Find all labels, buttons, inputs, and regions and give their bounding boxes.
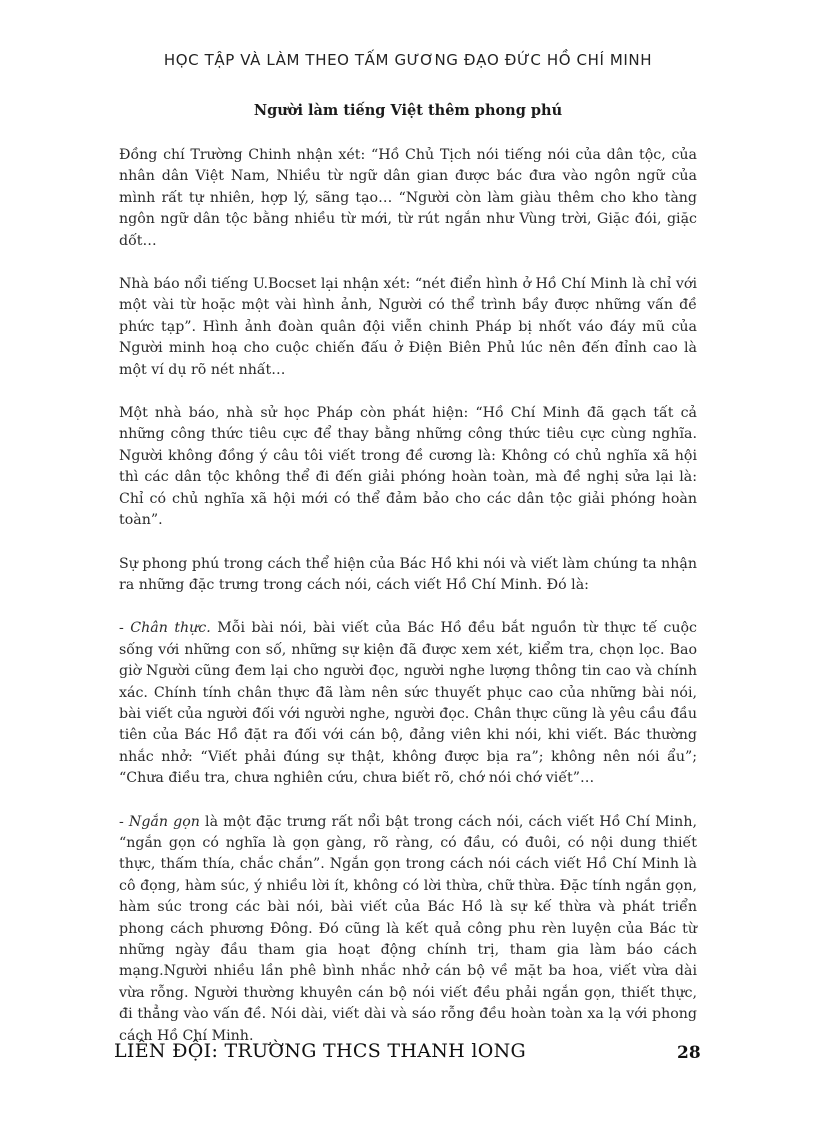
paragraph-chan-thuc (119, 618, 697, 789)
list-dash: - (119, 620, 131, 637)
term-ngan-gon: Ngắn gọn (128, 813, 200, 830)
paragraph-french-historian: Một nhà báo, nhà sử học Pháp còn phát hiện: “Hồ Chí Minh đã gạch tất cả những công thức tiêu cực để thay bằng những công thức tiêu cực cùng nghĩa. Người không đồng ý câu tôi viết trong đề cương là: Không có chủ nghĩa xã hội thì các dân tộc không thể đi đến giải phóng hoàn toàn, mà đề nghị sửa lại là: Chỉ có chủ nghĩa xã hội mới có thể đảm bảo cho các dân tộc giải phóng hoàn toàn”. (119, 405, 697, 529)
page-number: 28 (677, 1043, 701, 1063)
running-header: HỌC TẬP VÀ LÀM THEO TẤM GƯƠNG ĐẠO ĐỨC HỒ CHÍ MINH (163, 51, 653, 69)
paragraph-ngan-gon-text: là một đặc trưng rất nổi bật trong cách nói, cách viết Hồ Chí Minh, “ngắn gọn có nghĩa là gọn gàng, rõ ràng, có đầu, có đuôi, có nội dung thiết thực, thấm thía, chắc chắn”. Ngắn gọn trong cách nói cách viết Hồ Chí Minh là cô đọng, hàm súc, ý nhiều lời ít, không có lời thừa, chữ thừa. Đặc tính ngắn gọn, hàm súc trong các bài nói, bài viết của Bác Hồ là sự kế thừa và phát triển phong cách phương Đông. Đó cũng là kết quả công phu rèn luyện của Bác từ những ngày đầu tham gia hoạt động chính trị, tham gia làm báo cách mạng.Người nhiều lần phê bình nhắc nhở cán bộ về mặt ba hoa, viết vừa dài vừa rỗng. Người thường khuyên cán bộ nói viết đều phải ngắn gọn, thiết thực, đi thẳng vào vấn đề. Nói dài, viết dài và sáo rỗng đều hoàn toàn xa lạ với phong cách Hồ Chí Minh. (119, 813, 697, 1044)
term-chan-thuc: Chân thực. (130, 620, 211, 637)
article-body (119, 145, 697, 1069)
footer-school-name: LIÊN ĐỘI: TRƯỜNG THCS THANH lONG (114, 1040, 527, 1062)
paragraph-bocset: Nhà báo nổi tiếng U.Bocset lại nhận xét: “nét điển hình ở Hồ Chí Minh là chỉ với một vài từ hoặc một vài hình ảnh, Người có thể trình bầy được những vấn đề phức tạp”. Hình ảnh đoàn quân đội viễn chinh Pháp bị nhốt váo đáy mũ của Người minh hoạ cho cuộc chiến đấu ở Điện Biên Phủ lúc nên đến đỉnh cao là một ví dụ rõ nét nhất… (119, 276, 697, 378)
paragraph-intro-characteristics: Sự phong phú trong cách thể hiện của Bác Hồ khi nói và viết làm chúng ta nhận ra những đặc trưng trong cách nói, cách viết Hồ Chí Minh. Đó là: (119, 555, 697, 593)
paragraph-chan-thuc-text: Mỗi bài nói, bài viết của Bác Hồ đều bắt nguồn từ thực tế cuộc sống với những con số, những sự kiện đã được xem xét, kiểm tra, chọn lọc. Bao giờ Người cũng đem lại cho người đọc, người nghe lượng thông tin cao và chính xác. Chính tính chân thực đã làm nên sức thuyết phục cao của những bài nói, bài viết của người đối với người nghe, người đọc. Chân thực cũng là yêu cầu đầu tiên của Bác Hồ đặt ra đối với cán bộ, đảng viên khi nói, khi viết. Bác thường nhắc nhở: “Viết phải đúng sự thật, không được bịa ra”; không nên nói ẩu”; “Chưa điều tra, chưa nghiên cứu, chưa biết rõ, chớ nói chớ viết”… (119, 620, 697, 787)
paragraph-truong-chinh: Đồng chí Trường Chinh nhận xét: “Hồ Chủ Tịch nói tiếng nói của dân tộc, của nhân dân Việt Nam, Nhiều từ ngữ dân gian được bác đưa vào ngôn ngữ của mình rất tự nhiên, hợp lý, sãng tạo… “Người còn làm giàu thêm cho kho tàng ngôn ngữ dân tộc bằng nhiều từ mới, từ rút ngắn như Vùng trời, Giặc đói, giặc dốt… (119, 147, 697, 249)
paragraph-ngan-gon (119, 812, 697, 1047)
list-dash: - (119, 813, 129, 830)
article-title: Người làm tiếng Việt thêm phong phú (253, 102, 563, 119)
